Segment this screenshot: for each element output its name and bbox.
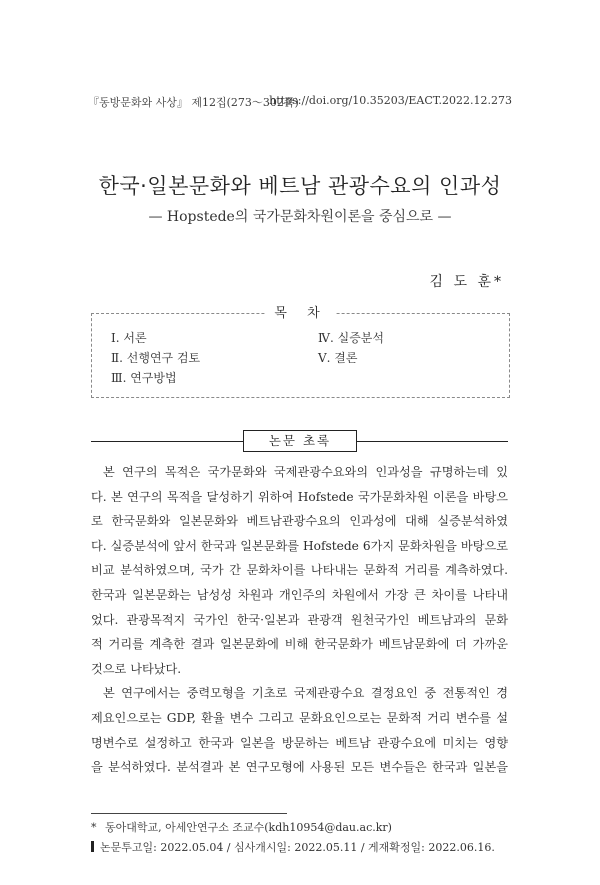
footnote-rule [91,813,287,814]
bullet-bar-icon [91,841,94,852]
paper-subtitle: — Hopstede의 국가문화차원이론을 중심으로 — [148,209,452,225]
affiliation-text: 동아대학교, 아세안연구소 조교수(kdh10954@dau.ac.kr) [105,821,392,834]
abstract-line: 제요인으로는 GDP, 환율 변수 그리고 문화요인으로는 문화적 거리 변수를 설 [91,710,508,725]
paper-title: 한국·일본문화와 베트남 관광수요의 인과성 [98,174,502,198]
abstract-rule-left [91,441,243,442]
dates-text: 논문투고일: 2022.05.04 / 심사개시일: 2022.05.11 / 게재확정일: 2022.06.16. [100,841,495,854]
footnote-affiliation [91,819,392,835]
running-header [88,94,512,110]
abstract-line: 것으로 나타났다. [91,661,182,676]
abstract-line: 한국과 일본문화는 남성성 차원과 개인주의 차원에서 가장 큰 차이를 나타내 [91,587,508,602]
abstract-title: 논문 초록 [243,430,357,452]
footnote-asterisk: * [91,821,97,834]
abstract-line: 비교 분석하였으며, 국가 간 문화차이를 나타내는 문화적 거리를 계측하였다. [91,563,508,578]
abstract-line: 었다. 관광목적지 국가인 한국·일본과 관광객 원천국가인 베트남과의 문화 [91,612,508,627]
footnote-dates [91,839,495,855]
abstract-rule-right [357,441,508,442]
journal-citation: 『동방문화와 사상』 제12집(273～302쪽) [88,96,299,109]
toc-item[interactable]: Ⅳ. 실증분석 [318,331,384,345]
abstract-body [91,460,508,780]
abstract-line: 본 연구의 목적은 국가문화와 국제관광수요와의 인과성을 규명하는데 있 [103,465,508,479]
abstract-line: 명변수로 설정하고 한국과 일본을 방문하는 베트남 관광수요에 미치는 영향 [91,735,508,750]
toc-title: 목 차 [266,302,336,321]
toc-item[interactable]: Ⅰ. 서론 [111,331,147,345]
toc-item[interactable]: Ⅱ. 선행연구 검토 [111,351,201,365]
abstract-line: 다. 실증분석에 앞서 한국과 일본문화를 Hofstede 6가지 문화차원을 바탕으로 [91,538,508,553]
abstract-line: 적 거리를 계측한 결과 일본문화에 비해 한국문화가 베트남문화에 더 가까운 [91,637,508,652]
doi-link[interactable]: https://doi.org/10.35203/EACT.2022.12.273 [269,94,512,107]
abstract-line: 다. 본 연구의 목적을 달성하기 위하여 Hofstede 국가문화차원 이론을 바탕으 [91,489,508,504]
abstract-line: 본 연구에서는 중력모형을 기초로 국제관광수요 결정요인 중 전통적인 경 [103,686,508,701]
abstract-line: 을 분석하였다. 분석결과 본 연구모형에 사용된 모든 변수들은 한국과 일본을 [91,760,508,775]
author-name: 김 도 훈* [429,274,504,290]
toc-item[interactable]: Ⅲ. 연구방법 [111,371,177,385]
toc-item[interactable]: Ⅴ. 결론 [318,351,358,365]
abstract-line: 로 한국문화와 일본문화와 베트남관광수요의 인과성에 대해 실증분석하였 [91,514,508,529]
